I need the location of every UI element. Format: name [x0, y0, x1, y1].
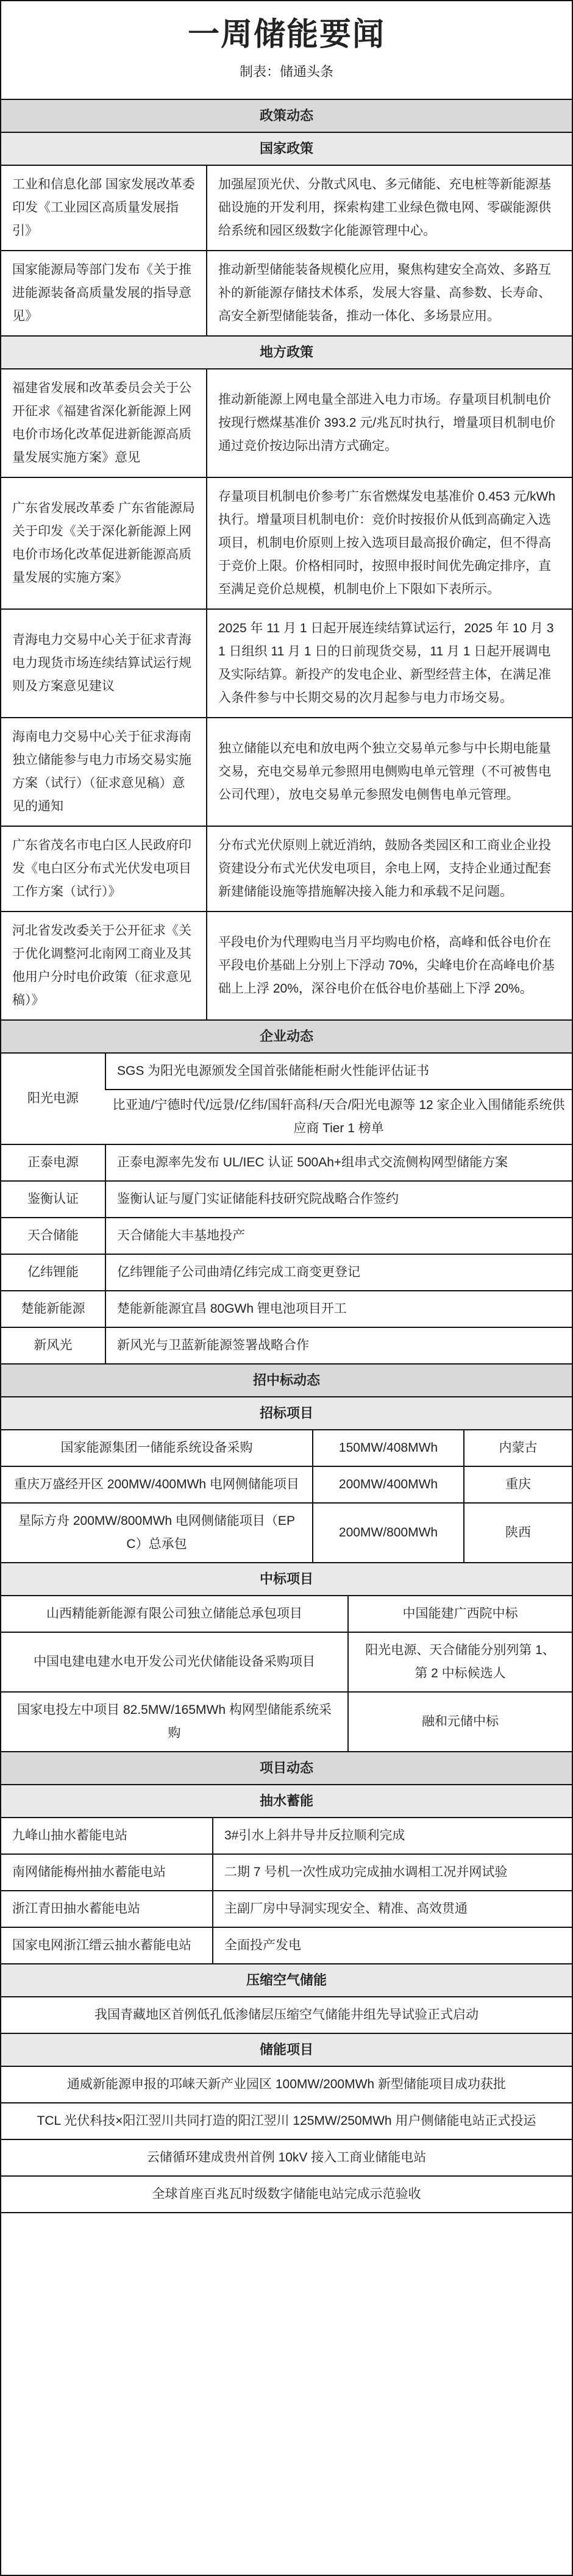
company-name: 正泰电源 — [1, 1144, 105, 1181]
table-row — [1, 1054, 572, 1090]
tender-table — [1, 1430, 572, 1563]
company-news: 新风光与卫蓝新能源签署战略合作 — [105, 1327, 572, 1364]
table-row — [1, 1181, 572, 1218]
policy-content: 加强屋顶光伏、分散式风电、多元储能、充电桩等新能源基础设施的开发利用，探索构建工业绿色微电网、零碳能源供给系统和园区级数字化能源管理中心。 — [207, 166, 572, 251]
company-name: 阳光电源 — [1, 1054, 105, 1144]
subsection-caes-heading: 压缩空气储能 — [1, 1964, 572, 1997]
table-row — [1, 1692, 572, 1752]
company-news: 天合储能大丰基地投产 — [105, 1218, 572, 1254]
project-news: 通威新能源申报的邛崃天新产业园区 100MW/200MWh 新型储能项目成功获批 — [1, 2067, 572, 2103]
project-status: 主副厂房中导洞实现安全、精准、高效贯通 — [213, 1891, 572, 1927]
project-name: 浙江青田抽水蓄能电站 — [1, 1891, 213, 1927]
table-row — [1, 1818, 572, 1854]
project-status: 3#引水上斜井导井反拉顺利完成 — [213, 1818, 572, 1854]
policy-content: 分布式光伏原则上就近消纳，鼓励各类园区和工商业企业投资建设分布式光伏发电项目，余电上网，支持企业通过配套新建储能设施等措施解决接入能力和承载不足问题。 — [207, 826, 572, 912]
tender-project: 重庆万盛经开区 200MW/400MWh 电网侧储能项目 — [1, 1466, 313, 1503]
company-name: 新风光 — [1, 1327, 105, 1364]
tender-scale: 150MW/408MWh — [313, 1430, 464, 1466]
tender-project: 国家能源集团一储能系统设备采购 — [1, 1430, 313, 1466]
company-name: 亿纬锂能 — [1, 1254, 105, 1291]
project-name: 九峰山抽水蓄能电站 — [1, 1818, 213, 1854]
table-row — [1, 2103, 572, 2139]
policy-content: 存量项目机制电价参考广东省燃煤发电基准价 0.453 元/kWh 执行。增量项目机制电价：竞价时按报价从低到高确定入选项目，机制电价原则上按入选项目最高报价确定，但不得高于竞价上限。价格相同时，按照申报时间优先确定排序，直至满足竞价总规模，机制电价上下限如下表所示。 — [207, 477, 572, 609]
award-project: 国家电投左中项目 82.5MW/165MWh 构网型储能系统采购 — [1, 1692, 348, 1752]
table-row — [1, 2067, 572, 2103]
table-row — [1, 477, 572, 609]
company-news: 比亚迪/宁德时代/远景/亿纬/国轩高科/天合/阳光电源等 12 家企业入围储能系统供应商 Tier 1 榜单 — [105, 1090, 572, 1144]
company-name: 天合储能 — [1, 1218, 105, 1254]
award-winner: 融和元储中标 — [348, 1692, 572, 1752]
storage-project-table — [1, 2067, 572, 2213]
company-name: 鉴衡认证 — [1, 1181, 105, 1218]
pumped-storage-table — [1, 1818, 572, 1964]
section-bidding-heading: 招中标动态 — [1, 1365, 572, 1397]
table-row — [1, 2139, 572, 2176]
section-policy-heading: 政策动态 — [1, 100, 572, 133]
award-winner: 中国能建广西院中标 — [348, 1596, 572, 1632]
policy-source: 青海电力交易中心关于征求青海电力现货市场连续结算试运行规则及方案意见建议 — [1, 609, 207, 718]
policy-source: 福建省发展和改革委员会关于公开征求《福建省深化新能源上网电价市场化改革促进新能源高质量发展实施方案》意见 — [1, 369, 207, 477]
subsection-national-heading: 国家政策 — [1, 133, 572, 166]
policy-source: 国家能源局等部门发布《关于推进能源装备高质量发展的指导意见》 — [1, 251, 207, 336]
company-table — [1, 1054, 572, 1365]
caes-table — [1, 1997, 572, 2034]
section-projects-heading: 项目动态 — [1, 1752, 572, 1785]
table-row — [1, 826, 572, 912]
tender-scale: 200MW/400MWh — [313, 1466, 464, 1503]
project-name: 南网储能梅州抽水蓄能电站 — [1, 1854, 213, 1891]
company-news: 正泰电源率先发布 UL/IEC 认证 500Ah+组串式交流侧构网型储能方案 — [105, 1144, 572, 1181]
award-project: 山西精能新能源有限公司独立储能总承包项目 — [1, 1596, 348, 1632]
national-policy-table — [1, 166, 572, 337]
company-news: SGS 为阳光电源颁发全国首张储能柜耐火性能评估证书 — [105, 1054, 572, 1090]
policy-content: 2025 年 11 月 1 日起开展连续结算试运行，2025 年 10 月 31 日组织 11 月 1 日的日前现货交易，11 月 1 日起开展调电及实际结算。新投产的发电企业、新型经营主体，在满足准入条件参与中长期交易的次月起参与电力市场交易。 — [207, 609, 572, 718]
policy-content: 独立储能以充电和放电两个独立交易单元参与中长期电能量交易，充电交易单元参照用电侧购电单元管理（不可被售电公司代理），放电交易单元参照发电侧售电单元管理。 — [207, 718, 572, 826]
table-row — [1, 1327, 572, 1364]
policy-source: 广东省茂名市电白区人民政府印发《电白区分布式光伏发电项目工作方案（试行）》 — [1, 826, 207, 912]
policy-source: 河北省发改委关于公开征求《关于优化调整河北南网工商业及其他用户分时电价政策（征求意见稿）》 — [1, 912, 207, 1020]
award-table — [1, 1596, 572, 1752]
title-block — [1, 1, 572, 100]
local-policy-table — [1, 369, 572, 1021]
project-news: 我国青藏地区首例低孔低渗储层压缩空气储能井组先导试验正式启动 — [1, 1997, 572, 2033]
table-row — [1, 1927, 572, 1964]
project-name: 国家电网浙江缙云抽水蓄能电站 — [1, 1927, 213, 1964]
subsection-award-heading: 中标项目 — [1, 1563, 572, 1596]
table-row — [1, 1291, 572, 1327]
table-row — [1, 718, 572, 826]
table-row — [1, 1997, 572, 2033]
company-news: 亿纬锂能子公司曲靖亿纬完成工商变更登记 — [105, 1254, 572, 1291]
tender-region: 重庆 — [464, 1466, 572, 1503]
tender-scale: 200MW/800MWh — [313, 1503, 464, 1563]
table-row — [1, 1254, 572, 1291]
table-row — [1, 1854, 572, 1891]
policy-source: 广东省发展改革委 广东省能源局关于印发《关于深化新能源上网电价市场化改革促进新能源高质量发展的实施方案》 — [1, 477, 207, 609]
table-row — [1, 166, 572, 251]
table-row — [1, 1891, 572, 1927]
table-row — [1, 1430, 572, 1466]
project-status: 二期 7 号机一次性成功完成抽水调相工况并网试验 — [213, 1854, 572, 1891]
project-news: TCL 光伏科技×阳江翌川共同打造的阳江翌川 125MW/250MWh 用户侧储能电站正式投运 — [1, 2103, 572, 2139]
policy-source: 海南电力交易中心关于征求海南独立储能参与电力市场交易实施方案（试行）（征求意见稿）意见的通知 — [1, 718, 207, 826]
project-news: 全球首座百兆瓦时级数字储能电站完成示范验收 — [1, 2176, 572, 2213]
policy-content: 推动新型储能装备规模化应用，聚焦构建安全高效、多路互补的新能源存储技术体系，发展大容量、高参数、长寿命、高安全新型储能装备，推动一体化、多场景应用。 — [207, 251, 572, 336]
table-row — [1, 251, 572, 336]
section-company-heading: 企业动态 — [1, 1021, 572, 1054]
project-status: 全面投产发电 — [213, 1927, 572, 1964]
table-row — [1, 912, 572, 1020]
subsection-tender-heading: 招标项目 — [1, 1397, 572, 1430]
table-row — [1, 609, 572, 718]
tender-region: 陕西 — [464, 1503, 572, 1563]
table-row — [1, 369, 572, 477]
company-name: 楚能新能源 — [1, 1291, 105, 1327]
page-title: 一周储能要闻 — [187, 17, 385, 52]
table-row — [1, 1596, 572, 1632]
award-winner: 阳光电源、天合储能分别列第 1、第 2 中标候选人 — [348, 1632, 572, 1692]
subsection-pumped-heading: 抽水蓄能 — [1, 1785, 572, 1818]
subsection-storage-heading: 储能项目 — [1, 2034, 572, 2067]
table-row — [1, 1466, 572, 1503]
policy-content: 平段电价为代理购电当月平均购电价格，高峰和低谷电价在平段电价基础上分别上下浮动 70%，尖峰电价在高峰电价基础上上浮 20%，深谷电价在低谷电价基础上下浮 20%。 — [207, 912, 572, 1020]
company-news: 楚能新能源宜昌 80GWh 锂电池项目开工 — [105, 1291, 572, 1327]
policy-source: 工业和信息化部 国家发展改革委印发《工业园区高质量发展指引》 — [1, 166, 207, 251]
table-row — [1, 1632, 572, 1692]
author-line: 制表：储通头条 — [239, 64, 333, 79]
table-row — [1, 1218, 572, 1254]
company-news: 鉴衡认证与厦门实证储能科技研究院战略合作签约 — [105, 1181, 572, 1218]
table-row — [1, 1144, 572, 1181]
tender-project: 星际方舟 200MW/800MWh 电网侧储能项目（EPC）总承包 — [1, 1503, 313, 1563]
award-project: 中国电建电建水电开发公司光伏储能设备采购项目 — [1, 1632, 348, 1692]
tender-region: 内蒙古 — [464, 1430, 572, 1466]
subsection-local-heading: 地方政策 — [1, 337, 572, 369]
policy-content: 推动新能源上网电量全部进入电力市场。存量项目机制电价按现行燃煤基准价 393.2 元/兆瓦时执行，增量项目机制电价通过竞价按边际出清方式确定。 — [207, 369, 572, 477]
table-row — [1, 2176, 572, 2213]
project-news: 云储循环建成贵州首例 10kV 接入工商业储能电站 — [1, 2139, 572, 2176]
table-row — [1, 1503, 572, 1563]
